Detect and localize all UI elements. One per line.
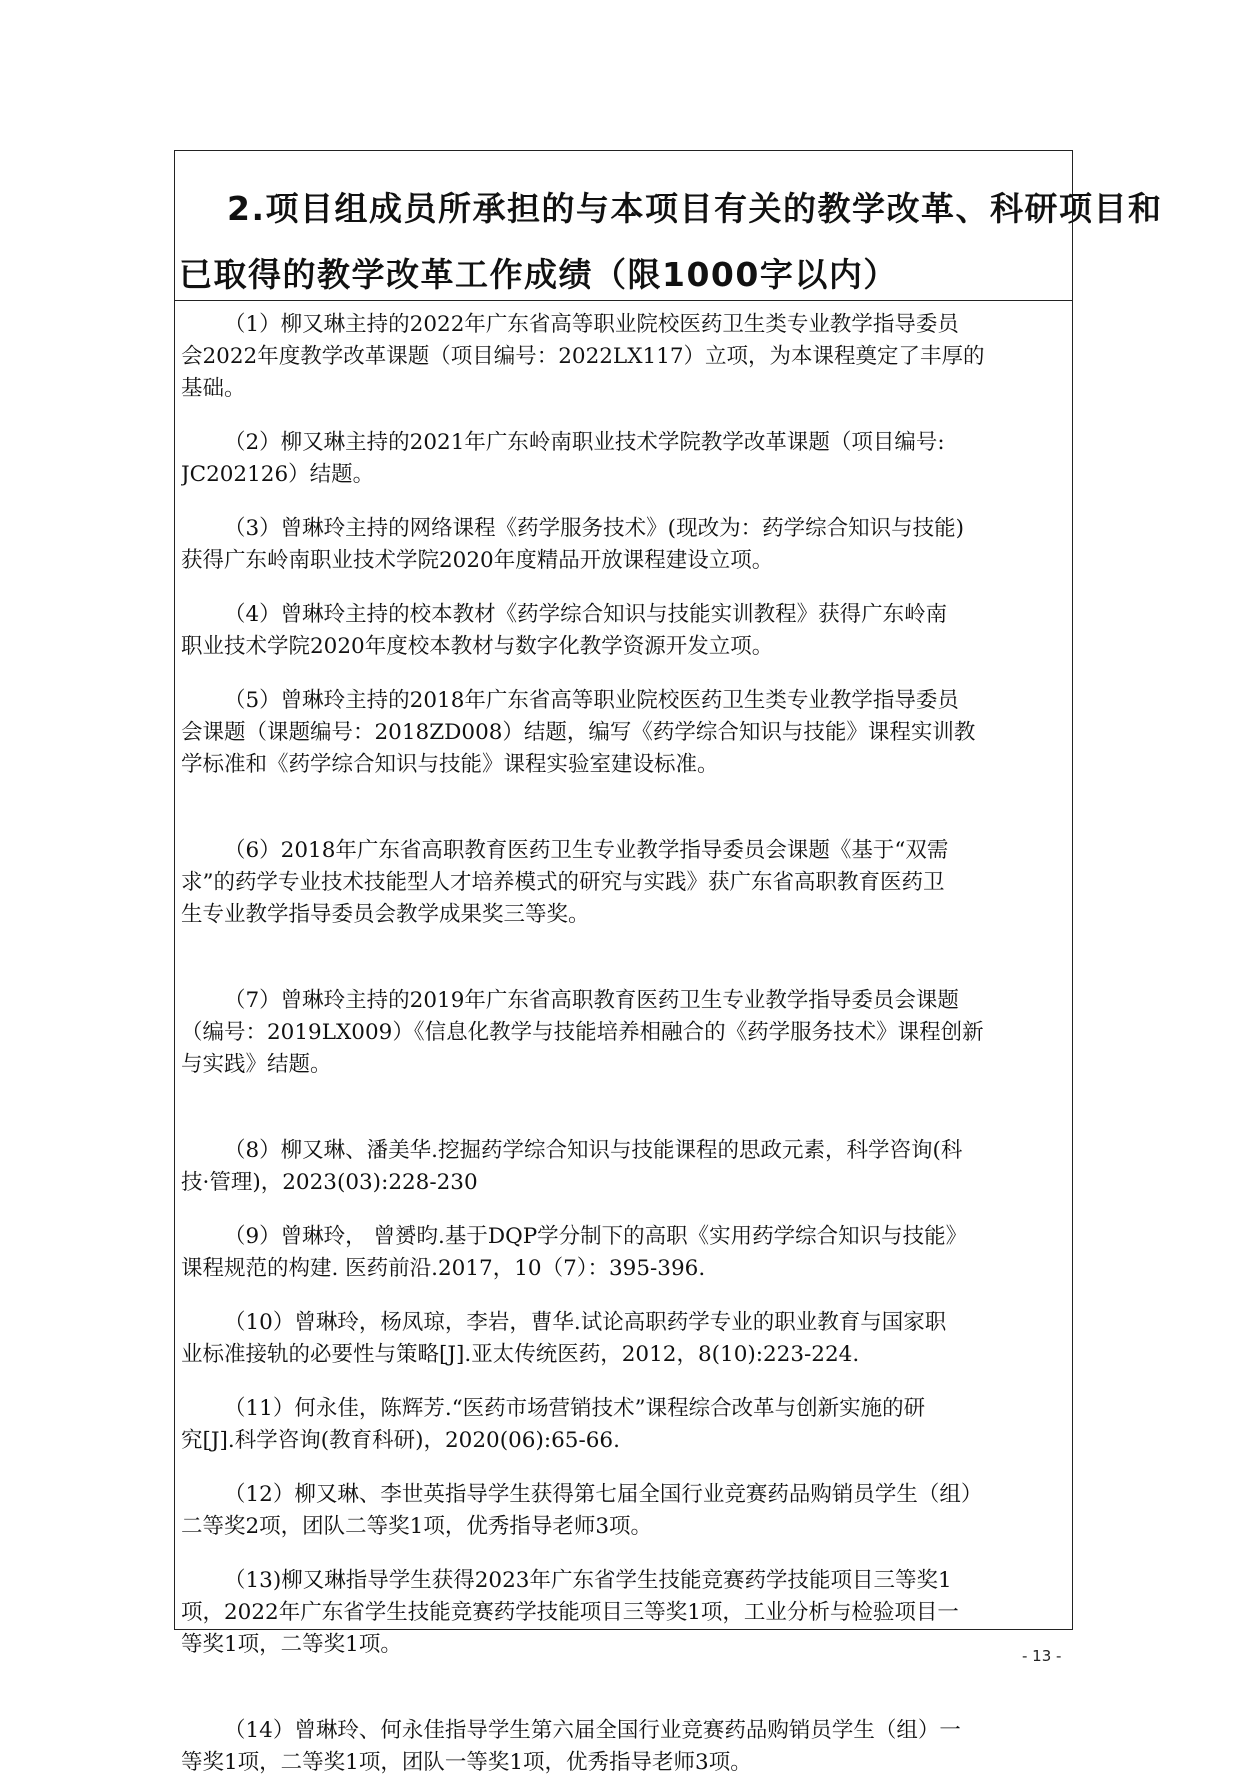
achievement-item [181, 1715, 1067, 1779]
item-text-line: 等奖1项，二等奖1项，团队一等奖1项，优秀指导老师3项。 [181, 1750, 752, 1775]
form-table [174, 150, 1163, 1775]
page-number: - 13 - [1022, 1647, 1062, 1665]
achievement-item [181, 835, 1067, 931]
achievement-item [181, 985, 1067, 1081]
item-text-line: （9）曾琳玲， 曾赟昀.基于DQP学分制下的高职《实用药学综合知识与技能》 [224, 1224, 968, 1249]
item-text-line: 业标准接轨的必要性与策略[J].亚太传统医药，2012，8(10):223-224. [181, 1342, 860, 1367]
item-text-line: （3）曾琳玲主持的网络课程《药学服务技术》(现改为：药学综合知识与技能) [224, 516, 964, 541]
item-text-line: 与实践》结题。 [181, 1052, 332, 1077]
item-text-line: 生专业教学指导委员会教学成果奖三等奖。 [181, 902, 590, 927]
heading-line-2: 已取得的教学改革工作成绩（限1000字以内） [179, 255, 898, 294]
item-text-line: （8）柳又琳、潘美华.挖掘药学综合知识与技能课程的思政元素，科学咨询(科 [224, 1138, 963, 1163]
item-text-line: 课程规范的构建. 医药前沿.2017，10（7）：395-396. [181, 1256, 706, 1281]
item-text-line: 求”的药学专业技术技能型人才培养模式的研究与实践》获广东省高职教育医药卫 [181, 870, 945, 895]
item-text-line: （13)柳又琳指导学生获得2023年广东省学生技能竞赛药学技能项目三等奖1 [224, 1568, 952, 1593]
item-text-line: （14）曾琳玲、何永佳指导学生第六届全国行业竞赛药品购销员学生（组）一 [224, 1718, 961, 1743]
item-text-line: （6）2018年广东省高职教育医药卫生专业教学指导委员会课题《基于“双需 [224, 838, 949, 863]
achievement-list [175, 301, 1072, 1775]
achievement-item [181, 685, 1067, 781]
item-text-line: （2）柳又琳主持的2021年广东岭南职业技术学院教学改革课题（项目编号: [224, 430, 945, 455]
item-text-line: （7）曾琳玲主持的2019年广东省高职教育医药卫生专业教学指导委员会课题 [224, 988, 959, 1013]
item-text-line: （11）何永佳，陈辉芳.“医药市场营销技术”课程综合改革与创新实施的研 [224, 1396, 926, 1421]
achievement-item [181, 309, 1067, 405]
item-text-line: （4）曾琳玲主持的校本教材《药学综合知识与技能实训教程》获得广东岭南 [224, 602, 948, 627]
achievement-item [181, 1393, 1067, 1457]
achievement-item [181, 1479, 1067, 1543]
achievement-item [181, 1307, 1067, 1371]
item-text-line: 技·管理)，2023(03):228-230 [181, 1170, 478, 1195]
item-text-line: 究[J].科学咨询(教育科研)，2020(06):65-66. [181, 1428, 620, 1453]
item-text-line: 项，2022年广东省学生技能竞赛药学技能项目三等奖1项，工业分析与检验项目一 [181, 1600, 959, 1625]
item-text-line: 会课题（课题编号：2018ZD008）结题，编写《药学综合知识与技能》课程实训教 [181, 720, 976, 745]
item-text-line: 会2022年度教学改革课题（项目编号：2022LX117）立项，为本课程奠定了丰厚的 [181, 344, 985, 369]
item-text-line: JC202126）结题。 [181, 462, 375, 487]
item-text-line: 职业技术学院2020年度校本教材与数字化教学资源开发立项。 [181, 634, 774, 659]
achievement-item [181, 599, 1067, 663]
item-text-line: （1）柳又琳主持的2022年广东省高等职业院校医药卫生类专业教学指导委员 [224, 312, 959, 337]
section-heading [175, 151, 1163, 301]
item-text-line: （5）曾琳玲主持的2018年广东省高等职业院校医药卫生类专业教学指导委员 [224, 688, 959, 713]
item-text-line: 二等奖2项，团队二等奖1项，优秀指导老师3项。 [181, 1514, 653, 1539]
item-text-line: （10）曾琳玲，杨凤琼，李岩，曹华.试论高职药学专业的职业教育与国家职 [224, 1310, 947, 1335]
item-text-line: （编号：2019LX009）《信息化教学与技能培养相融合的《药学服务技术》课程创新 [181, 1020, 984, 1045]
achievement-item [181, 1135, 1067, 1199]
item-text-line: （12）柳又琳、李世英指导学生获得第七届全国行业竞赛药品购销员学生（组） [224, 1482, 983, 1507]
achievement-item [181, 1565, 1067, 1661]
heading-line-1: 2.项目组成员所承担的与本项目有关的教学改革、科研项目和 [227, 189, 1163, 228]
achievement-item [181, 1221, 1067, 1285]
achievement-item [181, 513, 1067, 577]
item-text-line: 等奖1项，二等奖1项。 [181, 1632, 402, 1657]
item-text-line: 学标准和《药学综合知识与技能》课程实验室建设标准。 [181, 752, 719, 777]
item-text-line: 获得广东岭南职业技术学院2020年度精品开放课程建设立项。 [181, 548, 774, 573]
item-text-line: 基础。 [181, 376, 246, 401]
achievement-item [181, 427, 1067, 491]
